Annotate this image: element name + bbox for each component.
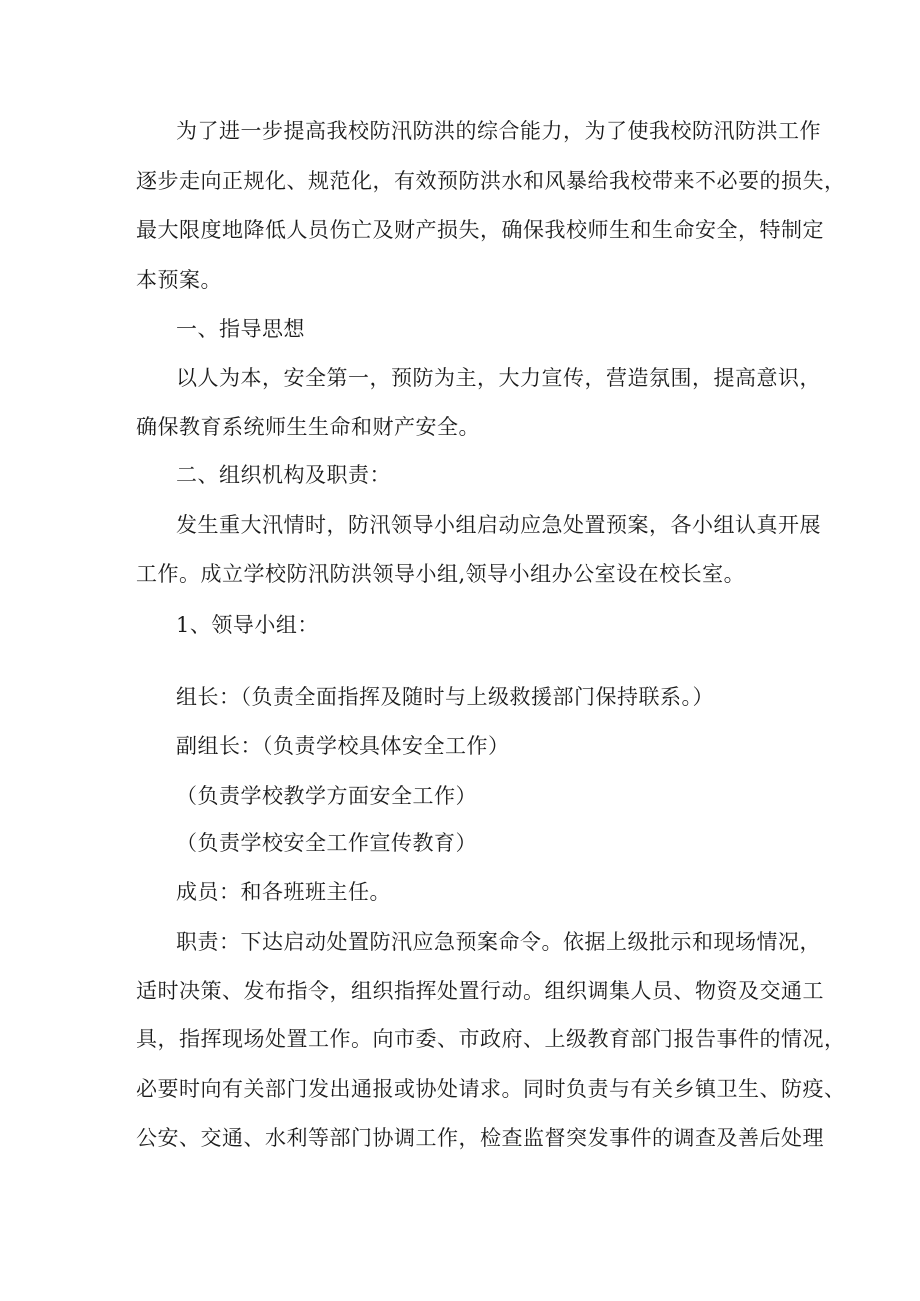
duties-line-5: 公安、交通、水利等部门协调工作，检查监督突发事件的调查及善后处理 [136, 1126, 824, 1150]
section1-line-1: 以人为本，安全第一，预防为主，大力宣传，营造氛围，提高意识， [176, 366, 821, 390]
section1-line-2: 确保教育系统师生生命和财产安全。 [136, 415, 480, 439]
member-teaching-safety: （负责学校教学方面安全工作） [176, 784, 477, 808]
duties-line-4: 必要时向有关部门发出通报或协处请求。同时负责与有关乡镇卫生、防疫、 [136, 1077, 846, 1101]
section-heading-guiding-ideology: 一、指导思想 [176, 317, 305, 341]
duties-line-1: 职责：下达启动处置防汛应急预案命令。依据上级批示和现场情况， [176, 930, 821, 954]
duties-line-2: 适时决策、发布指令，组织指挥处置行动。组织调集人员、物资及交通工 [136, 979, 824, 1003]
member-leader: 组长：（负责全面指挥及随时与上级救援部门保持联系。） [176, 685, 714, 709]
section2-line-1: 发生重大汛情时，防汛领导小组启动应急处置预案，各小组认真开展 [176, 513, 821, 537]
intro-line-3: 最大限度地降低人员伤亡及财产损失，确保我校师生和生命安全，特制定 [136, 218, 824, 242]
member-safety-education: （负责学校安全工作宣传教育） [176, 831, 477, 855]
intro-line-1: 为了进一步提高我校防汛防洪的综合能力，为了使我校防汛防洪工作 [176, 119, 821, 143]
duties-line-3: 具，指挥现场处置工作。向市委、市政府、上级教育部门报告事件的情况， [136, 1027, 846, 1051]
section-heading-organization: 二、组织机构及职责： [176, 463, 391, 487]
intro-line-4: 本预案。 [136, 268, 222, 292]
subheading-leadership-group: 1、领导小组： [176, 613, 319, 637]
section2-line-2: 工作。成立学校防汛防洪领导小组,领导小组办公室设在校长室。 [136, 562, 746, 586]
intro-line-2: 逐步走向正规化、规范化，有效预防洪水和风暴给我校带来不必要的损失， [136, 169, 846, 193]
member-deputy-leader: 副组长：（负责学校具体安全工作） [176, 734, 510, 758]
member-staff: 成员：和各班班主任。 [176, 880, 391, 904]
